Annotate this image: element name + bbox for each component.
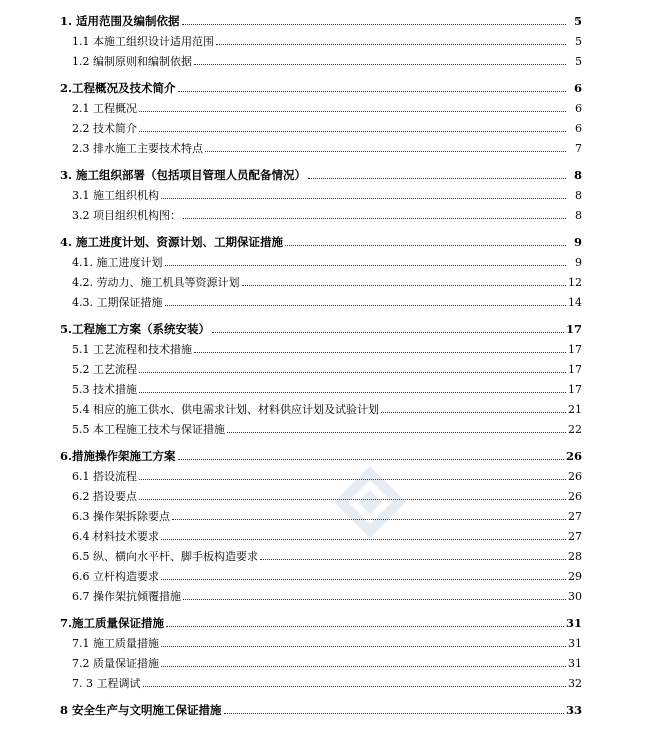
toc-dot-leader [183,218,566,219]
toc-dot-leader [308,178,566,179]
toc-subsection-entry[interactable] [60,650,582,670]
toc-dot-leader [165,305,567,306]
toc-entry-page-number: 7 [575,142,582,155]
toc-entry-page-number: 8 [575,209,582,222]
toc-subsection-entry[interactable] [60,269,582,289]
toc-section-entry[interactable] [60,316,582,336]
toc-entry-page-number: 33 [565,703,582,717]
toc-dot-leader [227,432,566,433]
toc-entry-title: 1.1 本施工组织设计适用范围 [72,35,214,48]
toc-entry-title: 7. 3 工程调试 [72,677,141,690]
toc-entry-page-number: 29 [568,570,582,583]
toc-dot-leader [139,499,566,500]
toc-entry-page-number: 8 [573,168,582,182]
toc-entry-title: 5.1 工艺流程和技术措施 [72,343,192,356]
toc-entry-title: 3.1 施工组织机构 [72,189,159,202]
toc-entry-title: 6.3 操作架拆除要点 [72,510,170,523]
toc-entry-title: 4. 施工进度计划、资源计划、工期保证措施 [60,235,284,249]
toc-dot-leader [139,372,566,373]
toc-section-entry[interactable] [60,697,582,717]
toc-entry-title: 5.3 技术措施 [72,383,137,396]
toc-dot-leader [381,412,566,413]
toc-entry-page-number: 31 [568,637,582,650]
toc-subsection-entry[interactable] [60,135,582,155]
toc-entry-title: 5.5 本工程施工技术与保证措施 [72,423,225,436]
toc-entry-title: 5.4 相应的施工供水、供电需求计划、材料供应计划及试验计划 [72,403,379,416]
toc-entry-page-number: 31 [565,616,582,630]
toc-entry-page-number: 6 [575,102,582,115]
toc-section-entry[interactable] [60,610,582,630]
toc-entry-page-number: 17 [568,363,582,376]
toc-entry-title: 5.2 工艺流程 [72,363,137,376]
toc-entry-title: 7.施工质量保证措施 [60,616,165,630]
toc-entry-page-number: 22 [568,423,582,436]
toc-subsection-entry[interactable] [60,28,582,48]
toc-subsection-entry[interactable] [60,670,582,690]
toc-dot-leader [205,151,566,152]
toc-entry-page-number: 32 [568,677,582,690]
toc-section-entry[interactable] [60,75,582,95]
toc-subsection-entry[interactable] [60,503,582,523]
toc-subsection-entry[interactable] [60,396,582,416]
toc-subsection-entry[interactable] [60,630,582,650]
toc-subsection-entry[interactable] [60,182,582,202]
toc-dot-leader [182,24,566,25]
toc-entry-page-number: 9 [573,235,582,249]
toc-entry-page-number: 17 [568,383,582,396]
toc-entry-title: 6.7 操作架抗倾覆措施 [72,590,181,603]
table-of-contents [60,8,582,717]
toc-entry-page-number: 31 [568,657,582,670]
toc-entry-page-number: 14 [568,296,582,309]
toc-entry-title: 4.2. 劳动力、施工机具等资源计划 [72,276,240,289]
toc-entry-title: 5.工程施工方案（系统安装） [60,322,211,336]
toc-dot-leader [161,646,566,647]
toc-dot-leader [194,352,566,353]
toc-subsection-entry[interactable] [60,563,582,583]
toc-entry-page-number: 30 [568,590,582,603]
toc-entry-page-number: 8 [575,189,582,202]
toc-section-entry[interactable] [60,229,582,249]
toc-section-entry[interactable] [60,162,582,182]
toc-entry-title: 3.2 项目组织机构图： [72,209,181,222]
toc-section-entry[interactable] [60,443,582,463]
toc-dot-leader [260,559,566,560]
toc-dot-leader [216,44,566,45]
toc-entry-title: 7.2 质量保证措施 [72,657,159,670]
toc-dot-leader [178,459,564,460]
toc-entry-title: 6.2 搭设要点 [72,490,137,503]
toc-subsection-entry[interactable] [60,289,582,309]
toc-entry-title: 1. 适用范围及编制依据 [60,14,180,28]
toc-entry-page-number: 12 [568,276,582,289]
toc-section-entry[interactable] [60,8,582,28]
toc-dot-leader [166,626,564,627]
toc-entry-page-number: 5 [573,14,582,28]
toc-entry-page-number: 28 [568,550,582,563]
toc-subsection-entry[interactable] [60,202,582,222]
toc-entry-page-number: 27 [568,510,582,523]
toc-entry-title: 6.5 纵、横向水平杆、脚手板构造要求 [72,550,258,563]
toc-subsection-entry[interactable] [60,543,582,563]
toc-entry-title: 8 安全生产与文明施工保证措施 [60,703,222,717]
toc-subsection-entry[interactable] [60,583,582,603]
toc-subsection-entry[interactable] [60,463,582,483]
toc-dot-leader [165,265,567,266]
toc-entry-page-number: 6 [575,122,582,135]
toc-subsection-entry[interactable] [60,115,582,135]
toc-dot-leader [242,285,567,286]
toc-dot-leader [139,111,566,112]
toc-entry-page-number: 9 [575,256,582,269]
toc-entry-page-number: 5 [575,35,582,48]
toc-entry-title: 6.4 材料技术要求 [72,530,159,543]
toc-dot-leader [212,332,564,333]
toc-dot-leader [178,91,566,92]
toc-entry-title: 2.1 工程概况 [72,102,137,115]
toc-entry-page-number: 6 [573,81,582,95]
toc-dot-leader [161,539,566,540]
toc-entry-page-number: 21 [568,403,582,416]
toc-dot-leader [161,198,566,199]
toc-entry-title: 6.措施操作架施工方案 [60,449,176,463]
toc-entry-title: 6.1 搭设流程 [72,470,137,483]
toc-entry-page-number: 26 [565,449,582,463]
toc-dot-leader [161,666,566,667]
toc-subsection-entry[interactable] [60,249,582,269]
toc-subsection-entry[interactable] [60,376,582,396]
toc-entry-page-number: 26 [568,470,582,483]
toc-dot-leader [161,579,566,580]
toc-dot-leader [224,713,564,714]
toc-dot-leader [285,245,566,246]
toc-entry-title: 7.1 施工质量措施 [72,637,159,650]
toc-entry-page-number: 27 [568,530,582,543]
toc-entry-page-number: 26 [568,490,582,503]
toc-dot-leader [183,599,566,600]
toc-entry-page-number: 17 [568,343,582,356]
toc-dot-leader [139,131,566,132]
toc-entry-page-number: 17 [565,322,582,336]
toc-entry-title: 2.工程概况及技术简介 [60,81,176,95]
toc-dot-leader [172,519,566,520]
toc-entry-title: 6.6 立杆构造要求 [72,570,159,583]
toc-subsection-entry[interactable] [60,416,582,436]
toc-dot-leader [139,479,566,480]
toc-entry-title: 2.3 排水施工主要技术特点 [72,142,203,155]
toc-dot-leader [143,686,567,687]
toc-entry-title: 2.2 技术简介 [72,122,137,135]
toc-entry-title: 1.2 编制原则和编制依据 [72,55,192,68]
toc-dot-leader [139,392,566,393]
toc-subsection-entry[interactable] [60,48,582,68]
toc-entry-title: 4.3. 工期保证措施 [72,296,163,309]
toc-entry-title: 4.1. 施工进度计划 [72,256,163,269]
toc-dot-leader [194,64,566,65]
toc-subsection-entry[interactable] [60,336,582,356]
toc-subsection-entry[interactable] [60,483,582,503]
toc-entry-title: 3. 施工组织部署（包括项目管理人员配备情况） [60,168,307,182]
toc-subsection-entry[interactable] [60,523,582,543]
toc-subsection-entry[interactable] [60,356,582,376]
toc-entry-page-number: 5 [575,55,582,68]
toc-subsection-entry[interactable] [60,95,582,115]
